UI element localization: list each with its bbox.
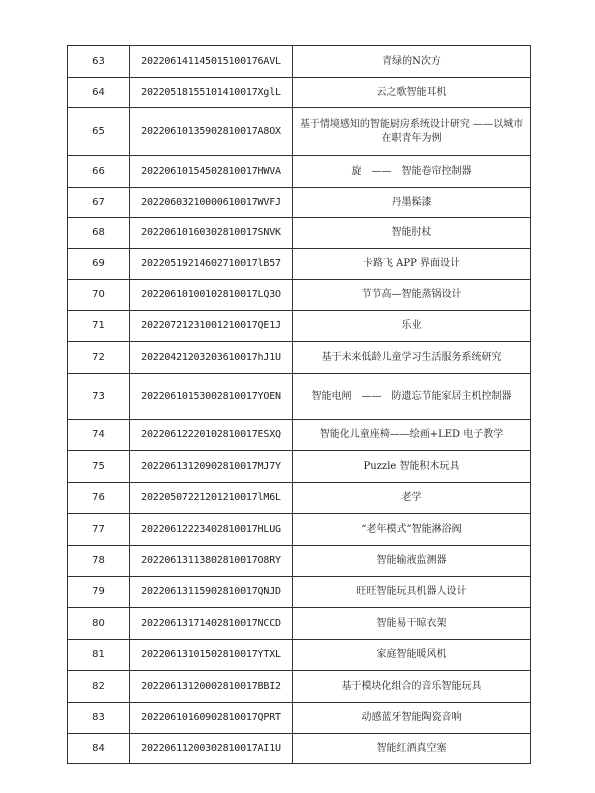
table-row <box>68 78 531 108</box>
row-title: 基于未来低龄儿童学习生活服务系统研究 <box>293 342 531 374</box>
row-number: 63 <box>68 46 130 78</box>
row-code: 20220612223402810017HLUG <box>130 514 293 546</box>
table-body <box>68 46 531 764</box>
row-title: 智能输液监测器 <box>293 546 531 577</box>
row-code: 20220611200302810017AI1U <box>130 734 293 764</box>
row-title: 云之歌智能耳机 <box>293 78 531 108</box>
row-code: 20220518155101410017XglL <box>130 78 293 108</box>
table-row <box>68 734 531 764</box>
row-title: 智能电闸 —— 防遗忘节能家居主机控制器 <box>293 374 531 420</box>
row-number: 65 <box>68 108 130 156</box>
table-row <box>68 156 531 188</box>
row-code: 20220519214602710017lB57 <box>130 249 293 280</box>
row-number: 83 <box>68 703 130 734</box>
table-row <box>68 514 531 546</box>
table-row <box>68 703 531 734</box>
row-title: 智能化儿童座椅——绘画+LED 电子教学 <box>293 420 531 451</box>
table-row <box>68 640 531 671</box>
row-title: 基于情境感知的智能厨房系统设计研究 ——以城市在职青年为例 <box>293 108 531 156</box>
row-title: 动感蓝牙智能陶瓷音响 <box>293 703 531 734</box>
row-number: 82 <box>68 671 130 703</box>
row-number: 78 <box>68 546 130 577</box>
row-number: 72 <box>68 342 130 374</box>
row-number: 81 <box>68 640 130 671</box>
row-number: 77 <box>68 514 130 546</box>
row-number: 70 <box>68 280 130 311</box>
row-code: 20220613101502810017YTXL <box>130 640 293 671</box>
row-number: 71 <box>68 311 130 342</box>
row-code: 20220613120002810017BBI2 <box>130 671 293 703</box>
table-row <box>68 420 531 451</box>
row-title: 乐业 <box>293 311 531 342</box>
table-row <box>68 546 531 577</box>
row-title: 丹墨髹漆 <box>293 188 531 218</box>
table-row <box>68 311 531 342</box>
row-code: 20220610160302810017SNVK <box>130 218 293 249</box>
table-row <box>68 374 531 420</box>
row-title: 智能肘杖 <box>293 218 531 249</box>
table-row <box>68 188 531 218</box>
row-code: 20220603210000610017WVFJ <box>130 188 293 218</box>
row-title: Puzzle 智能积木玩具 <box>293 451 531 483</box>
row-code: 20220613120902810017MJ7Y <box>130 451 293 483</box>
row-number: 73 <box>68 374 130 420</box>
row-code: 20220610135902810017A8OX <box>130 108 293 156</box>
row-title: 智能易干晾衣架 <box>293 608 531 640</box>
row-code: 20220507221201210017lM6L <box>130 483 293 514</box>
table-row <box>68 108 531 156</box>
table-row <box>68 249 531 280</box>
table-row <box>68 483 531 514</box>
table-row <box>68 608 531 640</box>
registration-table <box>67 45 531 764</box>
table-row <box>68 451 531 483</box>
row-title: 节节高—智能蒸锅设计 <box>293 280 531 311</box>
row-title: 智能红酒真空塞 <box>293 734 531 764</box>
row-code: 20220721231001210017QE1J <box>130 311 293 342</box>
row-number: 74 <box>68 420 130 451</box>
table-row <box>68 671 531 703</box>
row-code: 20220610154502810017HWVA <box>130 156 293 188</box>
row-number: 76 <box>68 483 130 514</box>
row-number: 68 <box>68 218 130 249</box>
table-row <box>68 577 531 608</box>
row-code: 20220613171402810017NCCD <box>130 608 293 640</box>
table-row <box>68 280 531 311</box>
row-title: 旋 —— 智能卷帘控制器 <box>293 156 531 188</box>
row-title: “老年模式”智能淋浴阀 <box>293 514 531 546</box>
row-code: 20220613115902810017QNJD <box>130 577 293 608</box>
row-code: 20220610100102810017LQ3O <box>130 280 293 311</box>
row-title: 家庭智能暖风机 <box>293 640 531 671</box>
table-row <box>68 342 531 374</box>
row-number: 64 <box>68 78 130 108</box>
row-code: 20220612220102810017ESXQ <box>130 420 293 451</box>
row-code: 20220421203203610017hJ1U <box>130 342 293 374</box>
table-row <box>68 218 531 249</box>
row-code: 20220610160902810017QPRT <box>130 703 293 734</box>
row-number: 79 <box>68 577 130 608</box>
row-title: 老学 <box>293 483 531 514</box>
row-number: 84 <box>68 734 130 764</box>
row-number: 67 <box>68 188 130 218</box>
row-code: 20220613113802810017O8RY <box>130 546 293 577</box>
row-title: 旺旺智能玩具机器人设计 <box>293 577 531 608</box>
row-number: 75 <box>68 451 130 483</box>
row-title: 卡路飞 APP 界面设计 <box>293 249 531 280</box>
table-row <box>68 46 531 78</box>
row-number: 80 <box>68 608 130 640</box>
row-code: 20220610153002810017YOEN <box>130 374 293 420</box>
row-title: 基于模块化组合的音乐智能玩具 <box>293 671 531 703</box>
row-number: 69 <box>68 249 130 280</box>
row-number: 66 <box>68 156 130 188</box>
row-code: 20220614114501510017​6AVL <box>130 46 293 78</box>
row-title: 青绿的N次方 <box>293 46 531 78</box>
